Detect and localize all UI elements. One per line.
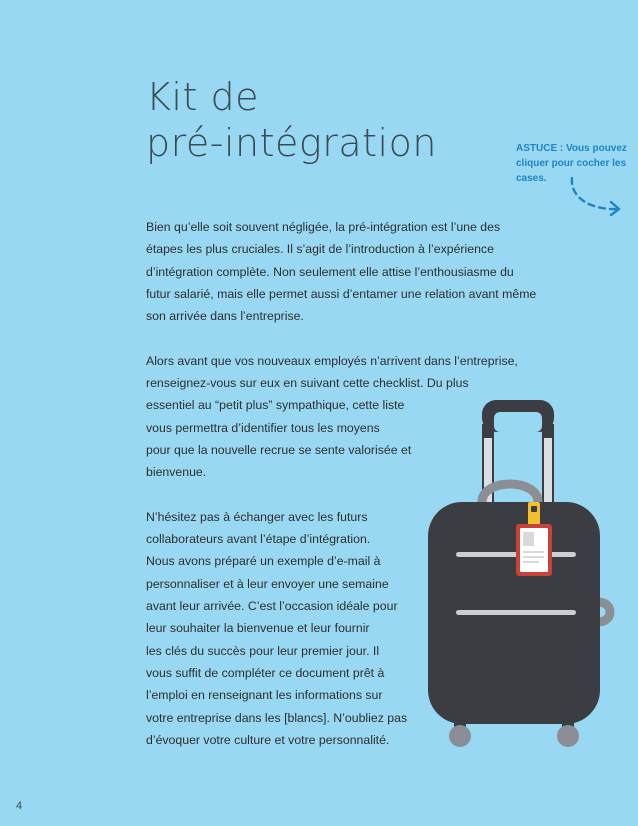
text-line: vous suffit de compléter ce document prêt à bbox=[146, 665, 385, 680]
text-line: vous permettra d’identifier tous les moyens bbox=[146, 420, 380, 435]
text-line: futur salarié, mais elle permet aussi d’entamer une relation avant même bbox=[146, 286, 537, 301]
text-line: collaborateurs avant l’étape d’intégration. bbox=[146, 532, 371, 547]
text-line: avant leur arrivée. C’est l’occasion idéale pour bbox=[146, 599, 398, 614]
text-line: pour que la nouvelle recrue se sente valorisée et bbox=[146, 442, 412, 457]
page-number: 4 bbox=[16, 800, 23, 812]
text-line: son arrivée dans l’entreprise. bbox=[146, 309, 304, 324]
text-line: N’hésitez pas à échanger avec les futurs bbox=[146, 509, 368, 524]
text-line: renseignez-vous sur eux en suivant cette checklist. Du plus bbox=[146, 376, 469, 391]
paragraph-intro bbox=[146, 216, 536, 327]
text-line: bienvenue. bbox=[146, 465, 207, 480]
text-line: votre entreprise dans les [blancs]. N’oubliez pas bbox=[146, 710, 408, 725]
page-title bbox=[146, 74, 437, 166]
page-title-line-1: Kit de bbox=[146, 75, 259, 119]
text-line: d’intégration complète. Non seulement elle attise l’enthousiasme du bbox=[146, 264, 514, 279]
dashed-arrow-icon bbox=[560, 176, 624, 216]
text-line: Bien qu’elle soit souvent négligée, la pré-intégration est l’une des bbox=[146, 220, 501, 234]
text-line: les clés du succès pour leur premier jour. Il bbox=[146, 643, 380, 658]
text-line: l’emploi en renseignant les informations sur bbox=[146, 688, 383, 703]
suitcase-icon bbox=[410, 398, 638, 748]
tip-note: ASTUCE : Vous pouvez cliquer pour cocher les cases. bbox=[516, 143, 627, 184]
text-line: personnaliser et à leur envoyer une semaine bbox=[146, 576, 389, 591]
text-line: d’évoquer votre culture et votre personnalité. bbox=[146, 732, 390, 747]
text-line: leur souhaiter la bienvenue et leur fournir bbox=[146, 621, 370, 636]
page-title-line-2: pré-intégration bbox=[146, 121, 437, 165]
text-line: étapes les plus cruciales. Il s’agit de l’introduction à l’expérience bbox=[146, 242, 494, 257]
text-line: Nous avons préparé un exemple d’e-mail à bbox=[146, 554, 381, 569]
text-line: Alors avant que vos nouveaux employés n’arrivent dans l’entreprise, bbox=[146, 353, 518, 368]
text-line: essentiel au “petit plus” sympathique, cette liste bbox=[146, 398, 405, 413]
